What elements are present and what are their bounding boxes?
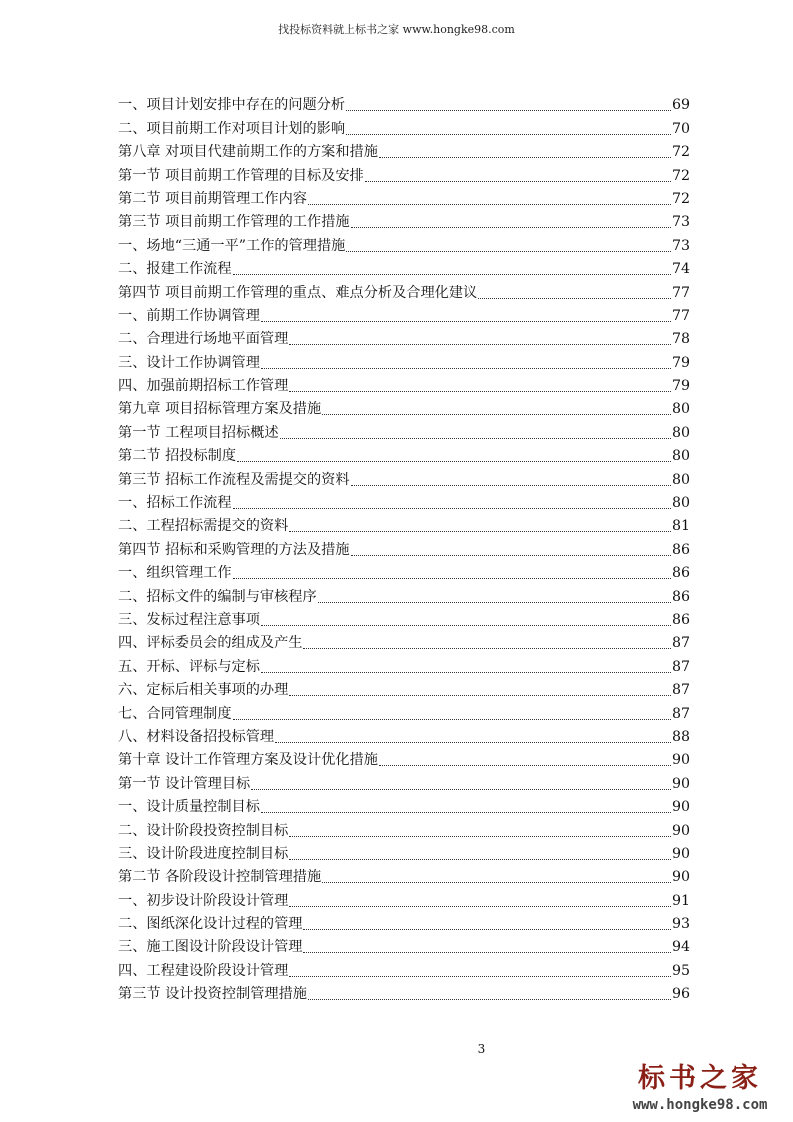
toc-entry-title: 二、项目前期工作对项目计划的影响 [118, 120, 346, 137]
toc-entry [118, 818, 690, 841]
toc-leader-dots [233, 507, 671, 509]
toc-entry-page: 81 [671, 518, 690, 535]
toc-entry-page: 73 [671, 237, 690, 254]
table-of-contents [118, 93, 690, 1005]
toc-leader-dots [275, 741, 671, 743]
toc-leader-dots [351, 484, 671, 486]
toc-leader-dots [351, 554, 671, 556]
toc-leader-dots [322, 881, 671, 883]
toc-entry-page: 90 [671, 869, 690, 886]
toc-entry [118, 116, 690, 139]
toc-entry [118, 678, 690, 701]
toc-leader-dots [237, 460, 671, 462]
toc-entry [118, 912, 690, 935]
toc-entry [118, 958, 690, 981]
toc-entry [118, 701, 690, 724]
toc-entry-title: 第一节 工程项目招标概述 [118, 424, 279, 441]
brand-logo-text: 标书之家 [638, 1063, 762, 1094]
toc-leader-dots [478, 297, 671, 299]
toc-entry-title: 三、设计阶段进度控制目标 [118, 845, 289, 862]
toc-leader-dots [261, 671, 671, 673]
toc-entry-page: 90 [671, 799, 690, 816]
toc-leader-dots [251, 788, 671, 790]
toc-entry-title: 八、材料设备招投标管理 [118, 728, 275, 745]
toc-entry-title: 第四节 招标和采购管理的方法及措施 [118, 541, 350, 558]
toc-entry-title: 第三节 项目前期工作管理的工作措施 [118, 214, 350, 231]
toc-entry-title: 一、设计质量控制目标 [118, 799, 260, 816]
toc-entry-page: 74 [671, 261, 690, 278]
toc-leader-dots [289, 530, 671, 532]
toc-leader-dots [351, 226, 671, 228]
toc-leader-dots [233, 718, 671, 720]
brand-watermark [625, 1062, 775, 1114]
toc-leader-dots [280, 437, 671, 439]
toc-leader-dots [233, 273, 671, 275]
toc-entry [118, 935, 690, 958]
toc-leader-dots [379, 764, 671, 766]
toc-entry-title: 七、合同管理制度 [118, 705, 232, 722]
toc-entry [118, 140, 690, 163]
toc-leader-dots [289, 343, 671, 345]
toc-entry [118, 654, 690, 677]
toc-entry-title: 第九章 项目招标管理方案及措施 [118, 401, 322, 418]
toc-entry [118, 163, 690, 186]
toc-entry-page: 78 [671, 331, 690, 348]
toc-entry [118, 561, 690, 584]
toc-entry-page: 95 [671, 962, 690, 979]
toc-entry-title: 第一节 项目前期工作管理的目标及安排 [118, 167, 364, 184]
toc-entry [118, 304, 690, 327]
toc-entry-page: 77 [671, 307, 690, 324]
toc-leader-dots [303, 647, 670, 649]
toc-entry-title: 一、场地“三通一平”工作的管理措施 [118, 237, 346, 254]
toc-leader-dots [308, 203, 671, 205]
toc-entry-page: 90 [671, 752, 690, 769]
toc-entry-title: 四、工程建设阶段设计管理 [118, 962, 289, 979]
toc-entry-title: 三、设计工作协调管理 [118, 354, 260, 371]
toc-entry [118, 374, 690, 397]
toc-entry-title: 三、施工图设计阶段设计管理 [118, 939, 303, 956]
toc-entry-page: 87 [671, 635, 690, 652]
toc-entry-page: 72 [671, 167, 690, 184]
toc-entry [118, 631, 690, 654]
toc-leader-dots [303, 951, 670, 953]
toc-entry-page: 72 [671, 190, 690, 207]
toc-entry-page: 90 [671, 775, 690, 792]
toc-entry-page: 87 [671, 705, 690, 722]
toc-leader-dots [308, 998, 671, 1000]
toc-leader-dots [289, 975, 671, 977]
toc-entry-title: 第十章 设计工作管理方案及设计优化措施 [118, 752, 378, 769]
toc-entry-page: 93 [671, 916, 690, 933]
toc-leader-dots [261, 811, 671, 813]
toc-leader-dots [322, 413, 671, 415]
toc-entry-page: 77 [671, 284, 690, 301]
toc-leader-dots [289, 905, 671, 907]
brand-url: www.hongke98.com [632, 1097, 768, 1113]
toc-entry-page: 88 [671, 728, 690, 745]
toc-leader-dots [261, 624, 671, 626]
toc-entry [118, 467, 690, 490]
toc-entry [118, 397, 690, 420]
toc-entry [118, 514, 690, 537]
toc-entry [118, 233, 690, 256]
toc-entry [118, 350, 690, 373]
toc-leader-dots [379, 156, 671, 158]
toc-entry-page: 90 [671, 845, 690, 862]
toc-leader-dots [346, 109, 671, 111]
toc-leader-dots [289, 390, 671, 392]
toc-leader-dots [289, 694, 671, 696]
toc-entry [118, 748, 690, 771]
toc-entry [118, 444, 690, 467]
toc-leader-dots [346, 250, 671, 252]
toc-entry-page: 90 [671, 822, 690, 839]
toc-leader-dots [346, 133, 671, 135]
toc-leader-dots [365, 180, 671, 182]
toc-entry-page: 80 [671, 401, 690, 418]
toc-entry [118, 420, 690, 443]
toc-entry-title: 四、评标委员会的组成及产生 [118, 635, 303, 652]
toc-entry [118, 537, 690, 560]
toc-entry-page: 94 [671, 939, 690, 956]
toc-entry-page: 79 [671, 378, 690, 395]
toc-entry-page: 69 [671, 97, 690, 114]
toc-entry [118, 842, 690, 865]
toc-entry-page: 91 [671, 892, 690, 909]
page-header: 找投标资料就上标书之家 www.hongke98.com [278, 23, 515, 36]
toc-entry [118, 608, 690, 631]
toc-entry [118, 888, 690, 911]
toc-entry-page: 80 [671, 448, 690, 465]
toc-entry-page: 72 [671, 144, 690, 161]
toc-entry-title: 六、定标后相关事项的办理 [118, 682, 289, 699]
toc-entry [118, 982, 690, 1005]
toc-leader-dots [303, 928, 670, 930]
toc-entry [118, 795, 690, 818]
toc-entry [118, 280, 690, 303]
toc-leader-dots [289, 835, 671, 837]
toc-entry-page: 96 [671, 986, 690, 1003]
toc-entry-title: 一、项目计划安排中存在的问题分析 [118, 97, 346, 114]
toc-leader-dots [289, 858, 671, 860]
toc-entry-page: 87 [671, 682, 690, 699]
toc-entry-title: 第三节 招标工作流程及需提交的资料 [118, 471, 350, 488]
toc-entry-title: 第二节 招投标制度 [118, 448, 237, 465]
toc-entry-title: 一、前期工作协调管理 [118, 307, 260, 324]
toc-entry-title: 二、设计阶段投资控制目标 [118, 822, 289, 839]
toc-entry [118, 865, 690, 888]
toc-entry-title: 第八章 对项目代建前期工作的方案和措施 [118, 144, 378, 161]
toc-entry-title: 第四节 项目前期工作管理的重点、难点分析及合理化建议 [118, 284, 478, 301]
toc-entry-title: 四、加强前期招标工作管理 [118, 378, 289, 395]
toc-entry-title: 第二节 项目前期管理工作内容 [118, 190, 307, 207]
toc-entry [118, 771, 690, 794]
toc-entry-page: 80 [671, 471, 690, 488]
toc-entry-title: 二、报建工作流程 [118, 261, 232, 278]
toc-entry-title: 二、招标文件的编制与审核程序 [118, 588, 317, 605]
toc-entry [118, 584, 690, 607]
toc-entry [118, 257, 690, 280]
toc-entry-title: 二、图纸深化设计过程的管理 [118, 916, 303, 933]
toc-entry [118, 210, 690, 233]
toc-entry-page: 87 [671, 658, 690, 675]
toc-entry-title: 一、初步设计阶段设计管理 [118, 892, 289, 909]
toc-entry-title: 第三节 设计投资控制管理措施 [118, 986, 307, 1003]
toc-entry-title: 二、合理进行场地平面管理 [118, 331, 289, 348]
toc-leader-dots [318, 601, 671, 603]
page-number: 3 [477, 1042, 486, 1056]
toc-entry-page: 86 [671, 565, 690, 582]
toc-entry-title: 五、开标、评标与定标 [118, 658, 260, 675]
toc-entry-title: 一、招标工作流程 [118, 495, 232, 512]
toc-entry-title: 二、工程招标需提交的资料 [118, 518, 289, 535]
toc-entry [118, 491, 690, 514]
toc-entry-page: 79 [671, 354, 690, 371]
toc-entry [118, 725, 690, 748]
toc-entry-page: 80 [671, 424, 690, 441]
toc-entry [118, 93, 690, 116]
toc-leader-dots [233, 577, 671, 579]
toc-entry [118, 327, 690, 350]
toc-entry-page: 86 [671, 588, 690, 605]
toc-entry-page: 70 [671, 120, 690, 137]
toc-entry-page: 80 [671, 495, 690, 512]
toc-entry-page: 86 [671, 611, 690, 628]
toc-entry-title: 第一节 设计管理目标 [118, 775, 251, 792]
toc-entry-page: 73 [671, 214, 690, 231]
toc-entry-page: 86 [671, 541, 690, 558]
toc-entry-title: 一、组织管理工作 [118, 565, 232, 582]
toc-entry [118, 187, 690, 210]
toc-leader-dots [261, 320, 671, 322]
toc-leader-dots [261, 367, 671, 369]
toc-entry-title: 第二节 各阶段设计控制管理措施 [118, 869, 322, 886]
toc-entry-title: 三、发标过程注意事项 [118, 611, 260, 628]
